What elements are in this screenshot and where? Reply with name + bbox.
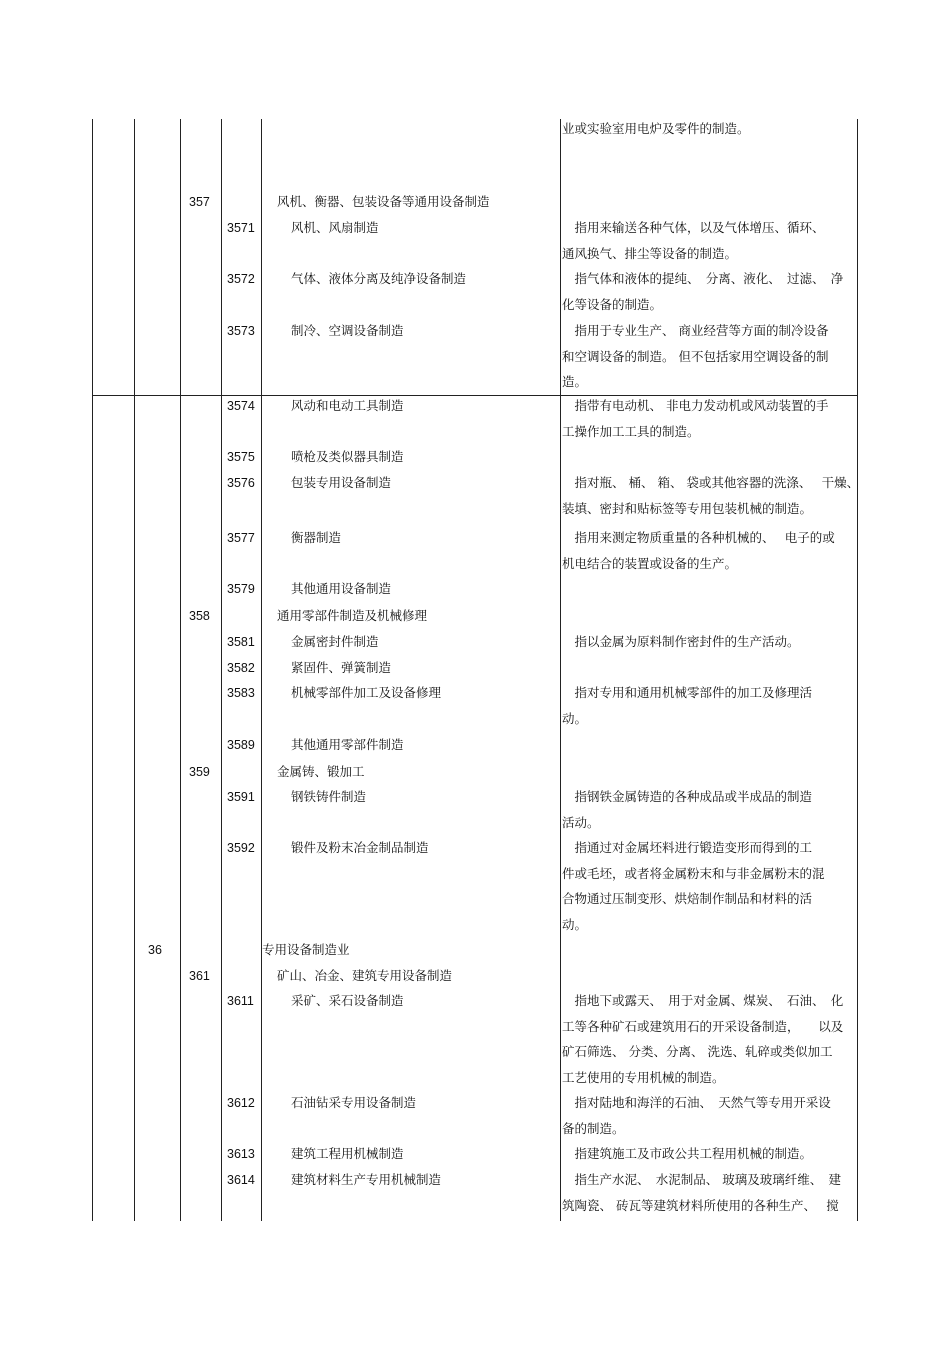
description-line: 机电结合的装置或设备的生产。 — [562, 555, 738, 571]
category-description — [562, 116, 854, 142]
category-name: 建筑材料生产专用机械制造 — [291, 1172, 442, 1187]
category-name: 钢铁铸件制造 — [291, 789, 367, 804]
table-border-left — [92, 119, 93, 1221]
class-code: 3613 — [227, 1147, 255, 1161]
category-name: 风机、风扇制造 — [291, 220, 379, 235]
description-line: 工操作加工工具的制造。 — [562, 423, 700, 439]
description-line: 指气体和液体的提纯、 分离、液化、 过滤、 净 — [562, 271, 844, 286]
category-name: 金属铸、锻加工 — [277, 764, 365, 779]
group-code: 361 — [189, 969, 210, 983]
category-name: 风机、衡器、包装设备等通用设备制造 — [277, 194, 490, 209]
category-name: 建筑工程用机械制造 — [291, 1146, 404, 1161]
table-border-right — [857, 119, 858, 1221]
class-code: 3592 — [227, 841, 255, 855]
category-description — [562, 525, 854, 576]
description-line: 备的制造。 — [562, 1120, 625, 1136]
class-code: 3589 — [227, 738, 255, 752]
category-description — [562, 988, 854, 1090]
description-line: 工等各种矿石或建筑用石的开采设备制造， 以及 — [562, 1018, 844, 1034]
description-line: 指以金属为原料制作密封件的生产活动。 — [562, 634, 800, 649]
description-line: 指建筑施工及市政公共工程用机械的制造。 — [562, 1146, 813, 1161]
group-code: 359 — [189, 765, 210, 779]
description-line: 动。 — [562, 916, 588, 932]
description-line: 指对瓶、 桶、 箱、 袋或其他容器的洗涤、 干燥、 — [562, 475, 860, 490]
description-line: 指钢铁金属铸造的各种成品或半成品的制造 — [562, 789, 813, 804]
category-description — [562, 835, 854, 937]
category-name: 衡器制造 — [291, 530, 342, 545]
category-name: 其他通用零部件制造 — [291, 737, 404, 752]
description-line: 指用来输送各种气体，以及气体增压、循环、 — [562, 220, 825, 235]
class-code: 3611 — [227, 994, 254, 1008]
description-line: 装填、密封和贴标签等专用包装机械的制造。 — [562, 500, 813, 516]
category-name: 石油钻采专用设备制造 — [291, 1095, 417, 1110]
category-name: 气体、液体分离及纯净设备制造 — [291, 271, 467, 286]
category-name: 通用零部件制造及机械修理 — [277, 608, 428, 623]
category-description — [562, 1167, 854, 1218]
category-description — [562, 784, 854, 835]
description-line: 合物通过压制变形、烘焙制作制品和材料的活 — [562, 891, 813, 907]
category-name: 喷枪及类似器具制造 — [291, 449, 404, 464]
class-code: 3581 — [227, 635, 255, 649]
description-line: 指通过对金属坯料进行锻造变形而得到的工 — [562, 840, 813, 855]
group-code: 358 — [189, 609, 210, 623]
column-divider-1 — [134, 119, 135, 1221]
description-line: 活动。 — [562, 814, 600, 830]
description-line: 造。 — [562, 374, 588, 390]
description-line: 筑陶瓷、 砖瓦等建筑材料所使用的各种生产、 搅 — [562, 1197, 839, 1213]
category-description — [562, 393, 854, 444]
class-code: 3573 — [227, 324, 255, 338]
class-code: 3591 — [227, 790, 255, 804]
description-line: 指生产水泥、 水泥制品、 玻璃及玻璃纤维、 建 — [562, 1172, 841, 1187]
category-description — [562, 629, 854, 655]
class-code: 3572 — [227, 272, 255, 286]
column-divider-4 — [261, 119, 262, 1221]
class-code: 3574 — [227, 399, 255, 413]
description-line: 指对专用和通用机械零部件的加工及修理活 — [562, 685, 813, 700]
category-name: 制冷、空调设备制造 — [291, 323, 404, 338]
description-line: 指用于专业生产、 商业经营等方面的制冷设备 — [562, 323, 829, 338]
class-code: 3612 — [227, 1096, 255, 1110]
column-divider-5 — [560, 119, 561, 1221]
division-code: 36 — [148, 943, 162, 957]
class-code: 3571 — [227, 221, 255, 235]
category-name: 锻件及粉末冶金制品制造 — [291, 840, 429, 855]
group-code: 357 — [189, 195, 210, 209]
description-line: 业或实验室用电炉及零件的制造。 — [562, 121, 750, 136]
category-description — [562, 215, 854, 266]
category-name: 金属密封件制造 — [291, 634, 379, 649]
class-code: 3582 — [227, 661, 255, 675]
description-line: 矿石筛选、 分类、分离、 洗选、轧碎或类似加工 — [562, 1044, 833, 1060]
description-line: 工艺使用的专用机械的制造。 — [562, 1069, 725, 1085]
class-code: 3614 — [227, 1173, 255, 1187]
category-description — [562, 1141, 854, 1167]
category-description — [562, 680, 854, 731]
category-description — [562, 318, 854, 395]
category-name: 矿山、冶金、建筑专用设备制造 — [277, 968, 453, 983]
category-name: 采矿、采石设备制造 — [291, 993, 404, 1008]
category-description — [562, 1090, 854, 1141]
description-line: 和空调设备的制造。 但不包括家用空调设备的制 — [562, 348, 829, 364]
description-line: 动。 — [562, 710, 588, 726]
class-code: 3576 — [227, 476, 255, 490]
class-code: 3577 — [227, 531, 255, 545]
class-code: 3579 — [227, 582, 255, 596]
category-name: 其他通用设备制造 — [291, 581, 392, 596]
column-divider-2 — [180, 119, 181, 1221]
description-line: 指用来测定物质重量的各种机械的、 电子的或 — [562, 530, 835, 545]
category-description — [562, 266, 854, 317]
description-line: 指带有电动机、 非电力发动机或风动装置的手 — [562, 398, 829, 413]
category-description — [562, 470, 860, 521]
category-name: 机械零部件加工及设备修理 — [291, 685, 442, 700]
column-divider-3 — [221, 119, 222, 1221]
description-line: 指对陆地和海洋的石油、 天然气等专用开采设 — [562, 1095, 831, 1110]
class-code: 3583 — [227, 686, 255, 700]
category-name: 专用设备制造业 — [262, 942, 350, 957]
description-line: 指地下或露天、 用于对金属、煤炭、 石油、 化 — [562, 993, 844, 1008]
category-name: 风动和电动工具制造 — [291, 398, 404, 413]
description-line: 通风换气、排尘等设备的制造。 — [562, 245, 738, 261]
category-name: 紧固件、弹簧制造 — [291, 660, 392, 675]
description-line: 化等设备的制造。 — [562, 296, 663, 312]
category-name: 包装专用设备制造 — [291, 475, 392, 490]
class-code: 3575 — [227, 450, 255, 464]
description-line: 件或毛坯，或者将金属粉末和与非金属粉末的混 — [562, 865, 825, 881]
